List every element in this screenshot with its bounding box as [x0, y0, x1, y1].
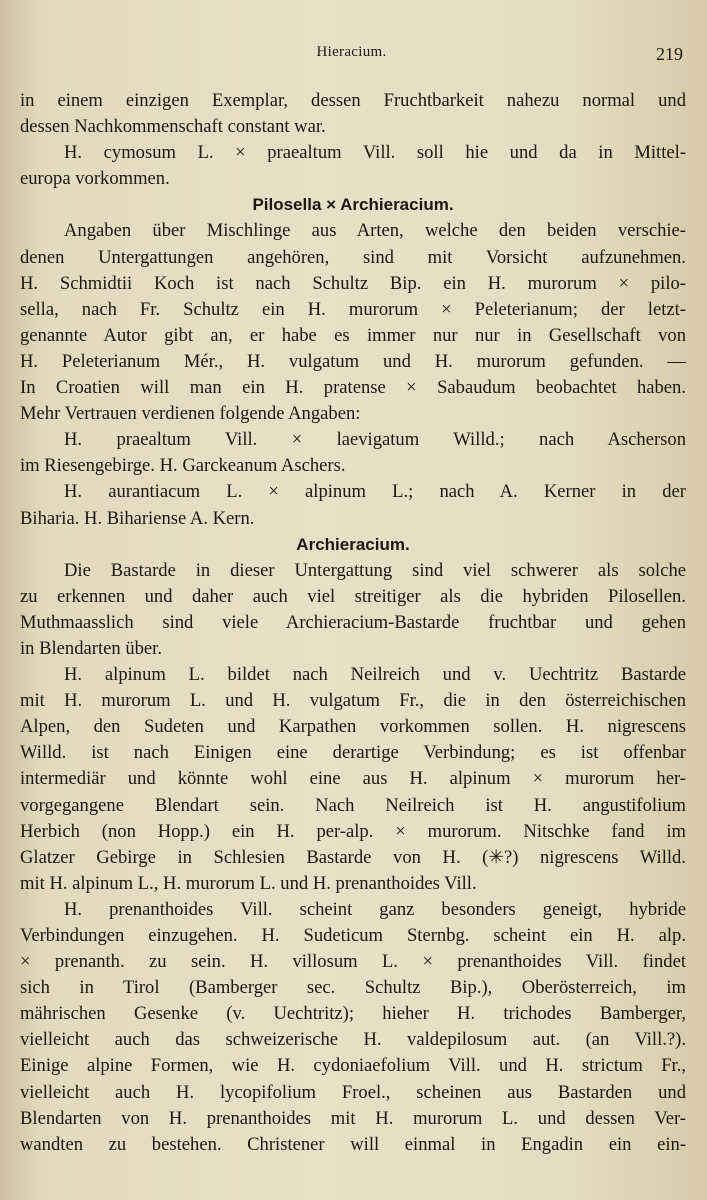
- text-line: in Blendarten über.: [20, 637, 162, 659]
- text-line: im Riesengebirge. H. Garckeanum Aschers.: [20, 455, 346, 477]
- text-line: mährischen Gesenke (v. Uechtritz); hieher H. trichodes Bamberger,: [20, 1003, 686, 1025]
- text-line: H. alpinum L. bildet nach Neilreich und v. Uechtritz Bastarde: [64, 664, 686, 686]
- text-line: Blendarten von H. prenanthoides mit H. murorum L. und dessen Ver-: [20, 1107, 686, 1129]
- text-line: Einige alpine Formen, wie H. cydoniaefolium Vill. und H. strictum Fr.,: [20, 1055, 686, 1077]
- text-line: H. Peleterianum Mér., H. vulgatum und H. murorum gefunden. —: [20, 350, 686, 372]
- text-line: Muthmaasslich sind viele Archieracium-Bastarde fruchtbar und gehen: [20, 611, 686, 633]
- running-header: [20, 44, 683, 72]
- section-heading: Pilosella × Archieracium.: [252, 195, 454, 215]
- text-line: In Croatien will man ein H. pratense × Sabaudum beobachtet haben.: [20, 377, 686, 399]
- text-line: vorgegangene Blendart sein. Nach Neilreich ist H. angustifolium: [20, 794, 686, 816]
- text-line: denen Untergattungen angehören, sind mit Vorsicht aufzunehmen.: [20, 246, 686, 268]
- text-line: Willd. ist nach Einigen eine derartige Verbindung; es ist offenbar: [20, 742, 686, 764]
- text-line: genannte Autor gibt an, er habe es immer nur nur in Gesellschaft von: [20, 324, 686, 346]
- body-text: [20, 88, 686, 1158]
- text-line: Verbindungen einzugehen. H. Sudeticum Sternbg. scheint ein H. alp.: [20, 925, 686, 946]
- section-heading: Archieracium.: [296, 534, 410, 554]
- text-line: Herbich (non Hopp.) ein H. per-alp. × murorum. Nitschke fand im: [20, 820, 686, 842]
- text-line: intermediär und könnte wohl eine aus H. alpinum × murorum her-: [20, 768, 686, 790]
- text-line: wandten zu bestehen. Christener will einmal in Engadin ein ein-: [20, 1133, 686, 1155]
- text-line: Die Bastarde in dieser Untergattung sind viel schwerer als solche: [64, 559, 686, 581]
- text-line: Alpen, den Sudeten und Karpathen vorkommen sollen. H. nigrescens: [20, 716, 686, 738]
- text-line: H. Schmidtii Koch ist nach Schultz Bip. ein H. murorum × pilo-: [20, 272, 686, 294]
- text-line: in einem einzigen Exemplar, dessen Fruchtbarkeit nahezu normal und: [20, 90, 686, 111]
- text-line: Biharia. H. Bihariense A. Kern.: [20, 507, 255, 529]
- text-line: mit H. murorum L. und H. vulgatum Fr., die in den österreichischen: [20, 690, 686, 712]
- text-line: Glatzer Gebirge in Schlesien Bastarde von H. (✳?) nigrescens Willd.: [20, 846, 686, 868]
- running-title: Hieracium.: [316, 44, 387, 60]
- text-line: sich in Tirol (Bamberger sec. Schultz Bip.), Oberösterreich, im: [20, 977, 686, 999]
- text-line: sella, nach Fr. Schultz ein H. murorum × Peleterianum; der letzt-: [20, 298, 686, 320]
- text-line: mit H. alpinum L., H. murorum L. und H. prenanthoides Vill.: [20, 872, 477, 894]
- text-line: × prenanth. zu sein. H. villosum L. × prenanthoides Vill. findet: [20, 951, 686, 973]
- text-line: vielleicht auch das schweizerische H. valdepilosum aut. (an Vill.?).: [20, 1029, 686, 1051]
- text-line: Angaben über Mischlinge aus Arten, welche den beiden verschie-: [64, 220, 686, 242]
- text-line: europa vorkommen.: [20, 168, 170, 190]
- text-line: H. praealtum Vill. × laevigatum Willd.; nach Ascherson: [64, 429, 686, 451]
- text-line: H. cymosum L. × praealtum Vill. soll hie und da in Mittel-: [64, 142, 686, 164]
- text-line: dessen Nachkommenschaft constant war.: [20, 116, 326, 138]
- text-line: H. aurantiacum L. × alpinum L.; nach A. Kerner in der: [64, 481, 686, 503]
- text-line: Mehr Vertrauen verdienen folgende Angaben:: [20, 403, 361, 425]
- page-number: 219: [656, 44, 683, 64]
- text-line: zu erkennen und daher auch viel streitiger als die hybriden Pilosellen.: [20, 585, 686, 607]
- text-line: vielleicht auch H. lycopifolium Froel., scheinen aus Bastarden und: [20, 1081, 686, 1103]
- text-line: H. prenanthoides Vill. scheint ganz besonders geneigt, hybride: [64, 898, 686, 920]
